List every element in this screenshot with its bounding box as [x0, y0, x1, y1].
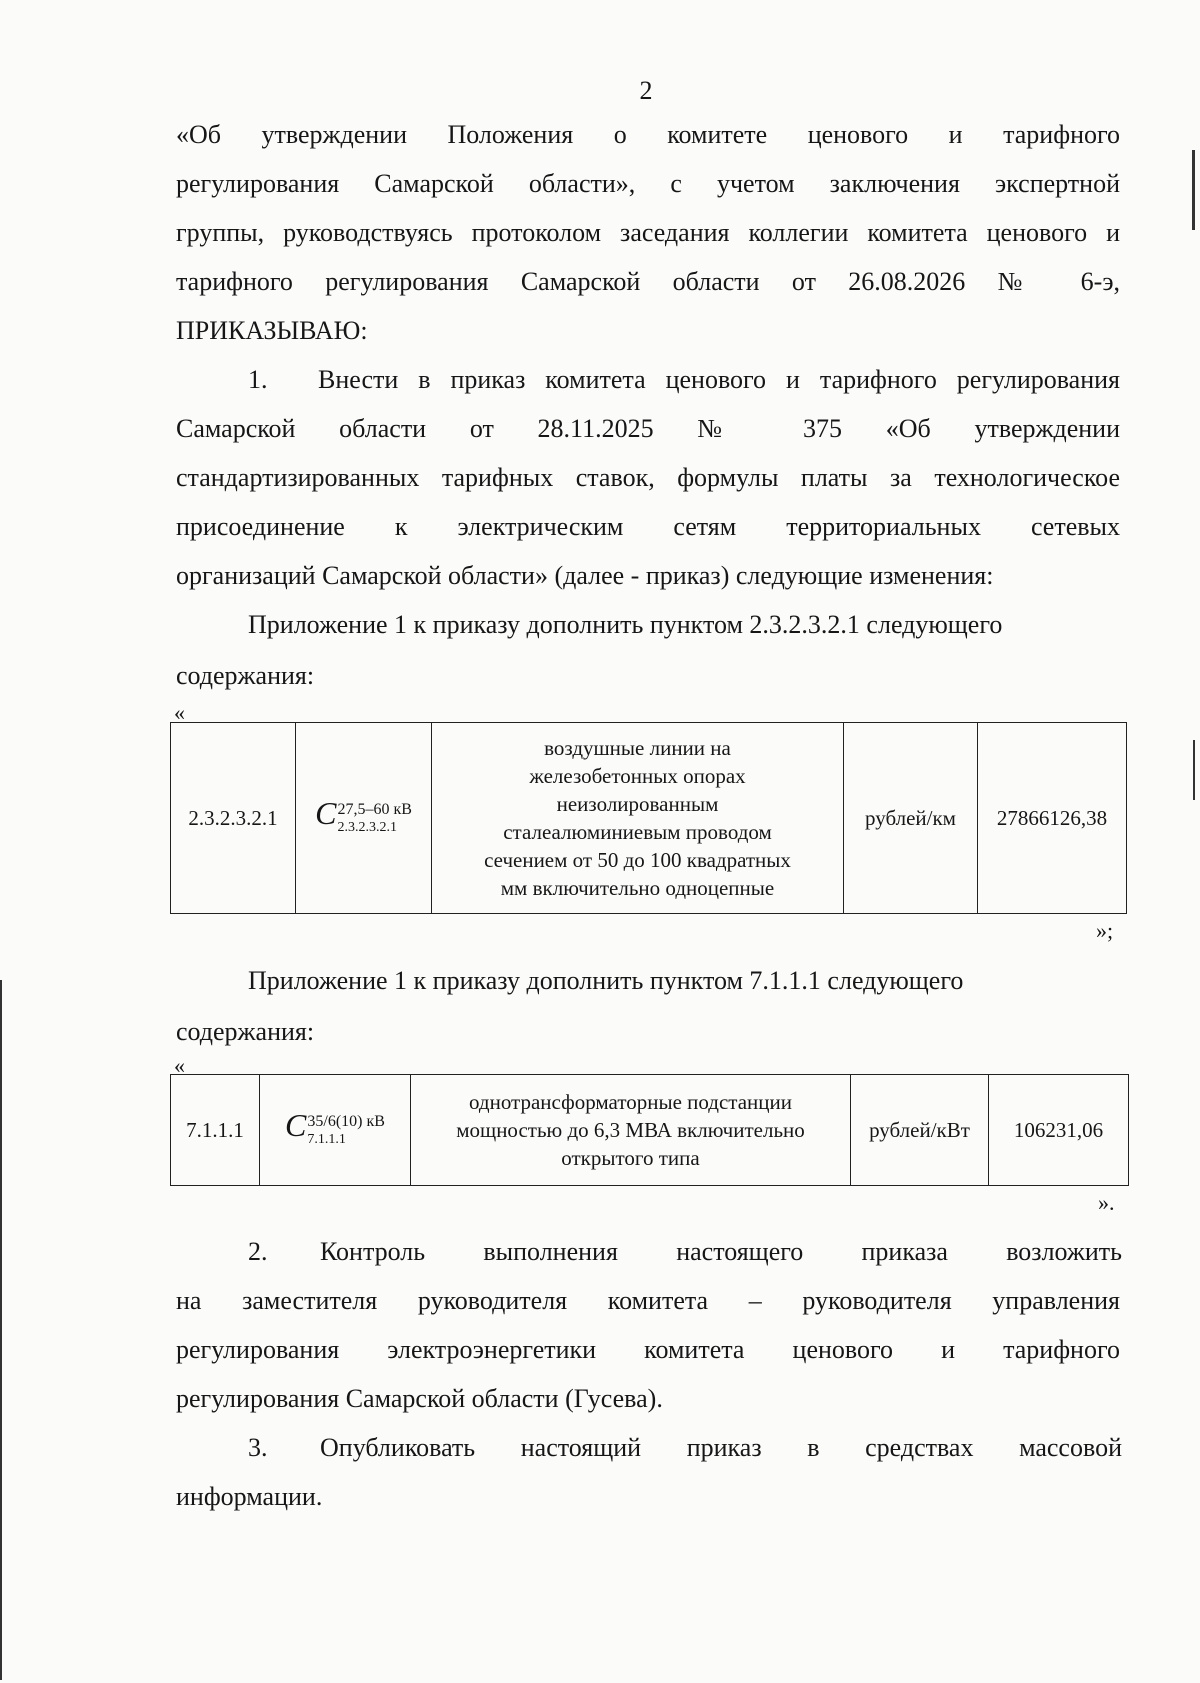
description-line: сталеалюминиевым проводом [503, 820, 772, 844]
page-number: 2 [639, 76, 653, 105]
rate-symbol [260, 1075, 411, 1186]
description-line: однотрансформаторные подстанции [469, 1090, 792, 1114]
intro-line-3: группы, руководствуясь протоколом заседания коллегии комитета ценового и [176, 218, 1120, 247]
addition-1-close-quote: »; [1096, 918, 1114, 943]
addition-1-content-label: содержания: [176, 661, 315, 690]
symbol-superscript: 27,5–60 кВ [337, 801, 412, 819]
order-word: ПРИКАЗЫВАЮ: [176, 316, 368, 345]
scan-mark [1192, 150, 1195, 230]
description-line: воздушные линии на [544, 736, 731, 760]
scan-mark [0, 980, 2, 1680]
addition-1-line: Приложение 1 к приказу дополнить пунктом 2.3.2.3.2.1 следующего [248, 610, 1003, 639]
symbol-letter: C [285, 1106, 307, 1143]
symbol-letter: C [315, 794, 337, 831]
item-3-first-line: Опубликовать настоящий приказ в средствах массовой [320, 1433, 1122, 1462]
item-1-number: 1. [248, 365, 268, 394]
addition-1-open-quote: « [174, 700, 185, 725]
item-2-first-line: Контроль выполнения настоящего приказа возложить [320, 1237, 1122, 1266]
item-1-last-line: организаций Самарской области» (далее - приказ) следующие изменения: [176, 561, 994, 590]
symbol-subscript: 7.1.1.1 [307, 1132, 346, 1148]
item-3-number: 3. [248, 1433, 268, 1462]
item-1-line: Самарской области от 28.11.2025 № 375 «Об утверждении [176, 414, 1120, 443]
description-line: сечением от 50 до 100 квадратных [484, 848, 791, 872]
description-line: открытого типа [561, 1146, 700, 1170]
item-3-last-line: информации. [176, 1482, 323, 1511]
rate-unit: рублей/кВт [851, 1075, 989, 1186]
item-1-first-line: Внести в приказ комитета ценового и тарифного регулирования [318, 365, 1120, 394]
item-1-line: присоединение к электрическим сетям территориальных сетевых [176, 512, 1120, 541]
item-1-line: стандартизированных тарифных ставок, формулы платы за технологическое [176, 463, 1120, 492]
rate-description [432, 723, 844, 914]
table-row [171, 723, 1127, 914]
addition-2-line: Приложение 1 к приказу дополнить пунктом 7.1.1.1 следующего [248, 966, 964, 995]
symbol-subscript: 2.3.2.3.2.1 [337, 820, 397, 836]
intro-line-1: «Об утверждении Положения о комитете ценового и тарифного [176, 120, 1120, 149]
item-2-line: регулирования электроэнергетики комитета ценового и тарифного [176, 1335, 1120, 1364]
item-2-number: 2. [248, 1237, 268, 1266]
rate-unit: рублей/км [844, 723, 978, 914]
description-line: железобетонных опорах [529, 764, 746, 788]
addition-2-close-quote: ». [1098, 1190, 1115, 1215]
addition-2-content-label: содержания: [176, 1017, 315, 1046]
symbol-superscript: 35/6(10) кВ [307, 1113, 385, 1131]
rate-code: 7.1.1.1 [171, 1075, 260, 1186]
item-2-line: на заместителя руководителя комитета – руководителя управления [176, 1286, 1120, 1315]
intro-line-4: тарифного регулирования Самарской области от 26.08.2026 № 6-э, [176, 267, 1120, 296]
rate-table-2 [170, 1074, 1129, 1186]
rate-code: 2.3.2.3.2.1 [171, 723, 296, 914]
rate-value: 27866126,38 [978, 723, 1127, 914]
rate-symbol [296, 723, 432, 914]
description-line: мм включительно одноцепные [500, 876, 775, 900]
intro-line-2: регулирования Самарской области», с учетом заключения экспертной [176, 169, 1120, 198]
scan-mark [1193, 740, 1195, 800]
description-line: неизолированным [556, 792, 719, 816]
addition-2-open-quote: « [174, 1053, 185, 1078]
rate-table-1 [170, 722, 1127, 914]
rate-value: 106231,06 [989, 1075, 1129, 1186]
rate-description [411, 1075, 851, 1186]
table-row [171, 1075, 1129, 1186]
description-line: мощностью до 6,3 МВА включительно [456, 1118, 805, 1142]
item-2-last-line: регулирования Самарской области (Гусева). [176, 1384, 663, 1413]
